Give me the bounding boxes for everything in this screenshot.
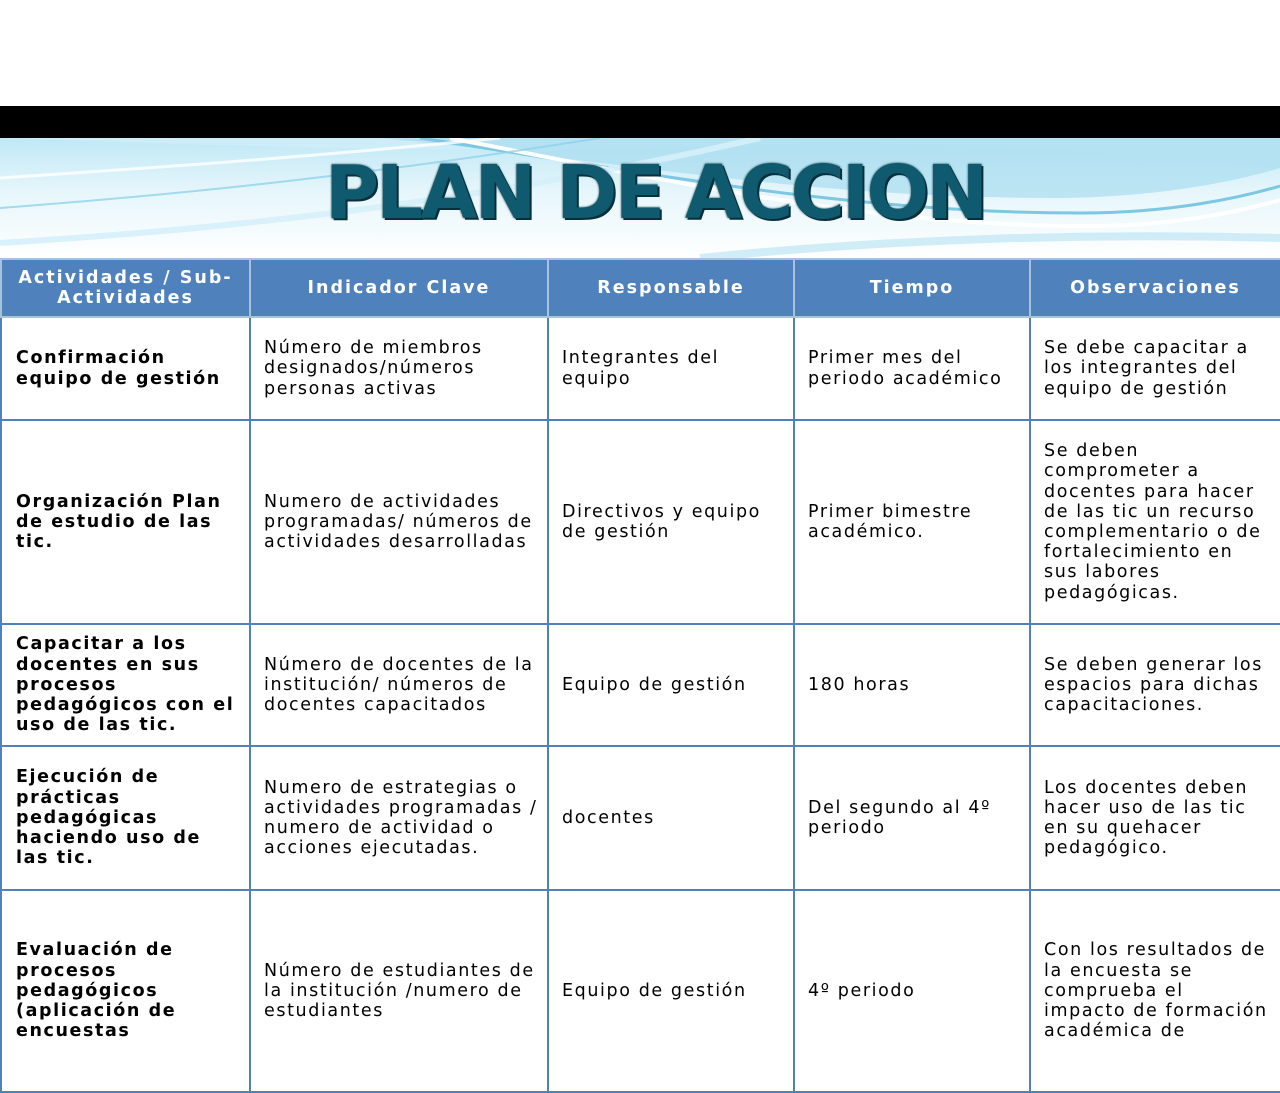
header-indicador: Indicador Clave (250, 259, 548, 317)
page-title: PLAN DE ACCION (324, 150, 986, 236)
cell-tiempo: Primer mes del periodo académico (794, 317, 1030, 420)
table-row (1, 624, 1280, 746)
cell-responsable: Equipo de gestión (548, 624, 794, 746)
cell-actividad: Organización Plan de estudio de las tic. (1, 420, 250, 624)
cell-responsable: Directivos y equipo de gestión (548, 420, 794, 624)
cell-tiempo: Del segundo al 4º periodo (794, 746, 1030, 890)
header-responsable: Responsable (548, 259, 794, 317)
table-header-row (1, 259, 1280, 317)
header-observaciones: Observaciones (1030, 259, 1280, 317)
cell-tiempo: 180 horas (794, 624, 1030, 746)
action-plan-table (0, 258, 1280, 1093)
table-row (1, 317, 1280, 420)
table-row (1, 420, 1280, 624)
cell-responsable: Equipo de gestión (548, 890, 794, 1092)
cell-observaciones: Los docentes deben hacer uso de las tic en su quehacer pedagógico. (1030, 746, 1280, 890)
black-band (0, 106, 1280, 138)
cell-indicador: Número de docentes de la institución/ números de docentes capacitados (250, 624, 548, 746)
cell-tiempo: Primer bimestre académico. (794, 420, 1030, 624)
cell-actividad: Ejecución de prácticas pedagógicas haciendo uso de las tic. (1, 746, 250, 890)
header-actividades: Actividades / Sub- Actividades (1, 259, 250, 317)
cell-indicador: Número de estudiantes de la institución /numero de estudiantes (250, 890, 548, 1092)
cell-indicador: Numero de estrategias o actividades programadas / numero de actividad o acciones ejecutadas. (250, 746, 548, 890)
cell-observaciones: Se deben comprometer a docentes para hacer de las tic un recurso complementario o de fortalecimiento en sus labores pedagógicas. (1030, 420, 1280, 624)
cell-indicador: Número de miembros designados/números personas activas (250, 317, 548, 420)
cell-indicador: Numero de actividades programadas/ números de actividades desarrolladas (250, 420, 548, 624)
table-row (1, 746, 1280, 890)
cell-responsable: Integrantes del equipo (548, 317, 794, 420)
cell-actividad: Confirmación equipo de gestión (1, 317, 250, 420)
header-tiempo: Tiempo (794, 259, 1030, 317)
cell-actividad: Evaluación de procesos pedagógicos (aplicación de encuestas (1, 890, 250, 1092)
cell-observaciones: Se debe capacitar a los integrantes del equipo de gestión (1030, 317, 1280, 420)
top-margin (0, 0, 1280, 106)
cell-responsable: docentes (548, 746, 794, 890)
cell-observaciones: Se deben generar los espacios para dichas capacitaciones. (1030, 624, 1280, 746)
cell-observaciones: Con los resultados de la encuesta se comprueba el impacto de formación académica de (1030, 890, 1280, 1092)
cell-tiempo: 4º periodo (794, 890, 1030, 1092)
cell-actividad: Capacitar a los docentes en sus procesos pedagógicos con el uso de las tic. (1, 624, 250, 746)
table-row (1, 890, 1280, 1092)
